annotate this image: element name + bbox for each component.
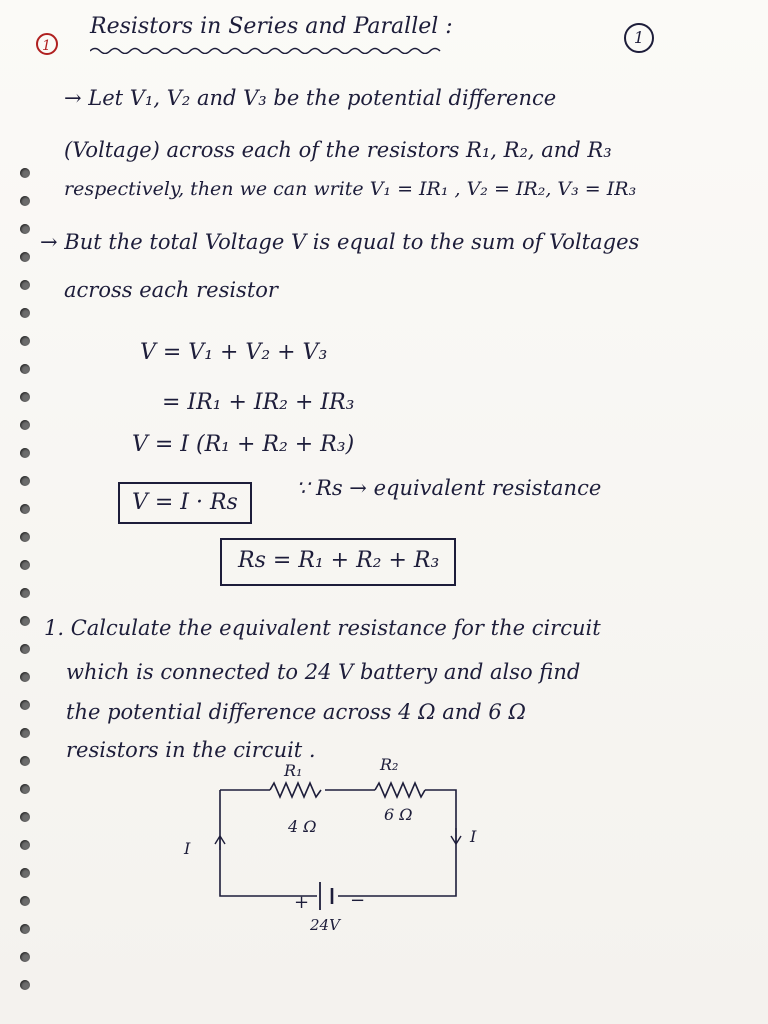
r1-value: 4 Ω: [288, 817, 317, 836]
page-number: 1: [624, 23, 654, 53]
battery-minus-label: −: [350, 890, 366, 911]
battery-value-label: 24V: [310, 916, 340, 934]
question-line2: which is connected to 24 V battery and also find: [66, 660, 581, 684]
paragraph1-line2: (Voltage) across each of the resistors R₁, R₂, and R₃: [64, 138, 612, 162]
r2-label: R₂: [380, 758, 399, 774]
r2-value: 6 Ω: [384, 805, 413, 824]
battery-plus-label: +: [294, 892, 310, 913]
resistor-r2: [375, 783, 425, 797]
resistor-r1: [270, 783, 321, 797]
boxed-equation-2-text: Rs = R₁ + R₂ + R₃: [238, 548, 440, 573]
paragraph2-line1: → But the total Voltage V is equal to the sum of Voltages: [40, 230, 640, 254]
current-arrow-right: [451, 828, 461, 844]
paragraph1-line1: → Let V₁, V₂ and V₃ be the potential difference: [64, 86, 557, 110]
current-right-label: I: [470, 827, 477, 846]
circuit-diagram: [170, 758, 500, 938]
question-line3: the potential difference across 4 Ω and 6 Ω: [66, 700, 526, 724]
question-line4: resistors in the circuit .: [66, 738, 316, 762]
current-left-label: I: [184, 839, 191, 858]
equation-3: V = I (R₁ + R₂ + R₃): [132, 432, 355, 457]
equation-2: = IR₁ + IR₂ + IR₃: [162, 390, 355, 415]
paragraph2-line2: across each resistor: [64, 278, 278, 302]
page-title: Resistors in Series and Parallel :: [90, 14, 453, 39]
equation-1: V = V₁ + V₂ + V₃: [140, 340, 328, 365]
circuit-wire: [220, 790, 456, 896]
boxed-equation-1-text: V = I · Rs: [132, 490, 238, 515]
paragraph1-line3: respectively, then we can write V₁ = IR₁ , V₂ = IR₂, V₃ = IR₃: [64, 178, 637, 200]
r1-label: R₁: [284, 761, 303, 780]
question-line1: 1. Calculate the equivalent resistance for the circuit: [44, 616, 601, 640]
resistance-note: ∵ Rs → equivalent resistance: [296, 476, 602, 500]
binding-holes: [20, 168, 40, 1008]
title-underline: [90, 46, 450, 54]
bullet-circle-icon: [33, 30, 61, 58]
svg-text:1: 1: [42, 38, 51, 54]
current-arrow-left: [215, 836, 225, 850]
